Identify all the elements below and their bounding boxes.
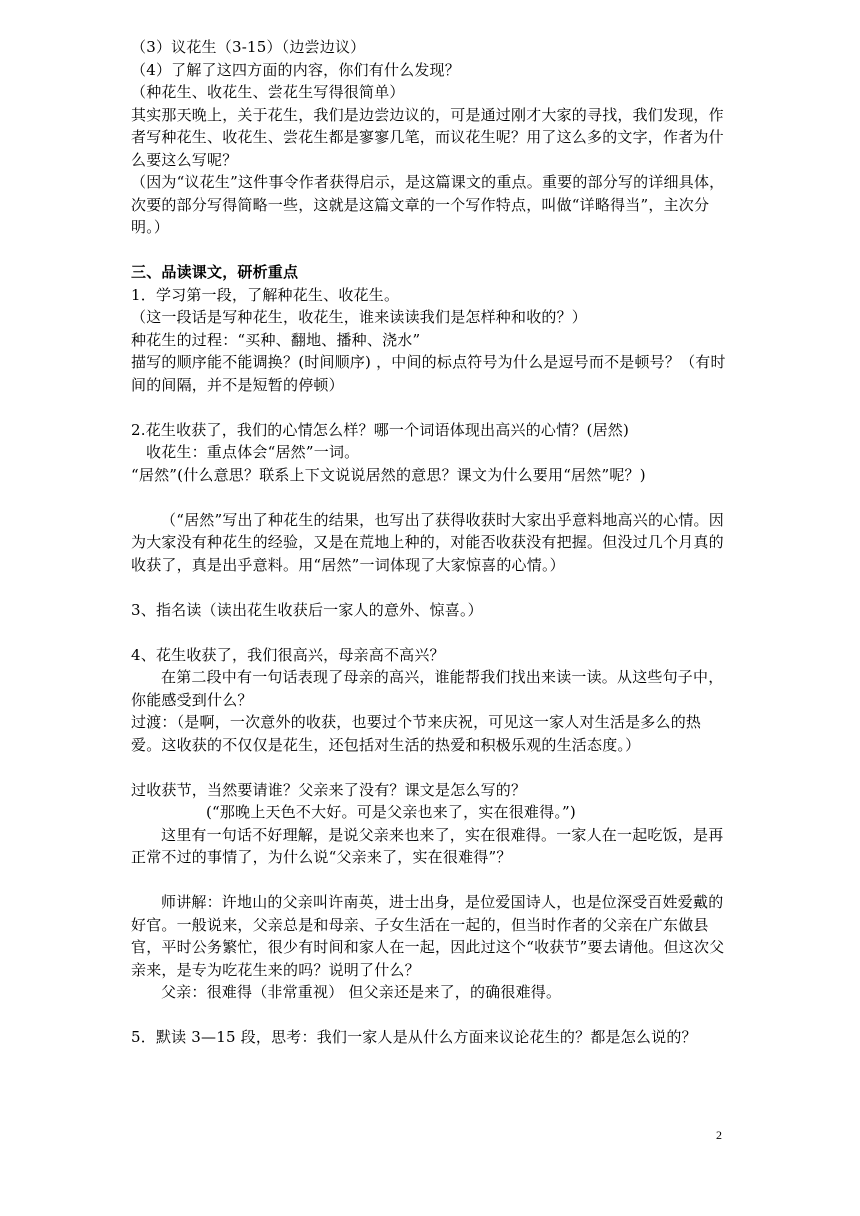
spacer: [131, 486, 731, 509]
paragraph: （因为“议花生”这件事令作者获得启示，是这篇课文的重点。重要的部分写的详细具体，次要的部分写得简略一些，这就是这篇文章的一个写作特点，叫做“详略得当”，主次分明。）: [131, 173, 725, 236]
spacer: [131, 576, 731, 599]
paragraph: 5．默读 3—15 段，思考：我们一家人是从什么方面来议论花生的？都是怎么说的？: [131, 1028, 697, 1046]
spacer: [131, 396, 731, 419]
text-line: 种花生的过程：“买种、翻地、播种、浇水”: [131, 330, 421, 349]
text-line: 4、花生收获了，我们很高兴，母亲高不高兴？: [131, 645, 445, 664]
paragraph: （“居然”写出了种花生的结果，也写出了获得收获时大家出乎意料地高兴的心情。因为大家没有种花生的经验，又是在荒地上种的，对能否收获没有把握。但没过几个月真的收获了，真是出乎意料。用“居然”一词体现了大家惊喜的心情。）: [131, 510, 724, 574]
spacer: [131, 621, 731, 644]
text-line: 1．学习第一段，了解种花生、收花生。: [131, 285, 400, 304]
paragraph: 其实那天晚上，关于花生，我们是边尝边议的，可是通过刚才大家的寻找，我们发现，作者写种花生、收花生、尝花生都是寥寥几笔，而议花生呢？用了这么多的文字，作者为什么要这么写呢？: [131, 105, 724, 169]
section-heading: 三、品读课文，研析重点: [131, 263, 299, 281]
paragraph: 过渡：（是啊，一次意外的收获，也要过个节来庆祝，可见这一家人对生活是多么的热爱。这收获的不仅仅是花生，还包括对生活的热爱和积极乐观的生活态度。）: [131, 713, 702, 754]
page-body: [131, 36, 731, 1049]
spacer: [131, 1004, 731, 1027]
quote-line: (“那晚上天色不大好。可是父亲也来了，实在很难得。”): [206, 803, 576, 821]
text-line: （种花生、收花生、尝花生写得很简单）: [131, 83, 405, 101]
text-line: 过收获节，当然要请谁？父亲来了没有？课文是怎么写的？: [131, 780, 527, 799]
paragraph: 师讲解：许地山的父亲叫许南英，进士出身，是位爱国诗人，也是位深受百姓爱戴的好官。一般说来，父亲总是和母亲、子女生活在一起的，但当时作者的父亲在广东做县官，平时公务繁忙，很少有时间和家人在一起，因此过这个“收获节”要去请他。但这次父亲来，是专为吃花生来的吗？说明了什么？: [131, 893, 725, 979]
paragraph: 在第二段中有一句话表现了母亲的高兴，谁能帮我们找出来读一读。从这些句子中，你能感受到什么？: [131, 668, 724, 709]
text-line: 2.花生收获了，我们的心情怎么样？哪一个词语体现出高兴的心情？(居然): [131, 420, 630, 439]
paragraph: 这里有一句话不好理解，是说父亲来也来了，实在很难得。一家人在一起吃饭，是再正常不过的事情了，为什么说“父亲来了，实在很难得”？: [131, 825, 724, 866]
page-number: 2: [716, 1128, 722, 1142]
text-line: （3）议花生（3-15）（边尝边议）: [131, 38, 366, 56]
text-line: 3、指名读（读出花生收获后一家人的意外、惊喜。）: [131, 600, 483, 619]
text-line: （4）了解了这四方面的内容，你们有什么发现？: [131, 60, 460, 79]
text-line: 收花生：重点体会“居然”一词。: [146, 443, 360, 461]
text-line: “居然”(什么意思？联系上下文说说居然的意思？课文为什么要用“居然”呢？): [131, 465, 646, 484]
paragraph: 描写的顺序能不能调换？(时间顺序) ，中间的标点符号为什么是逗号而不是顿号？（有时间的间隔，并不是短暂的停顿）: [131, 353, 726, 394]
text-line: （这一段话是写种花生，收花生，谁来读读我们是怎样种和收的？）: [131, 308, 588, 326]
text-line: 父亲：很难得（非常重视） 但父亲还是来了，的确很难得。: [161, 983, 562, 1001]
spacer: [131, 756, 731, 779]
spacer: [131, 869, 731, 892]
spacer: [131, 239, 731, 262]
